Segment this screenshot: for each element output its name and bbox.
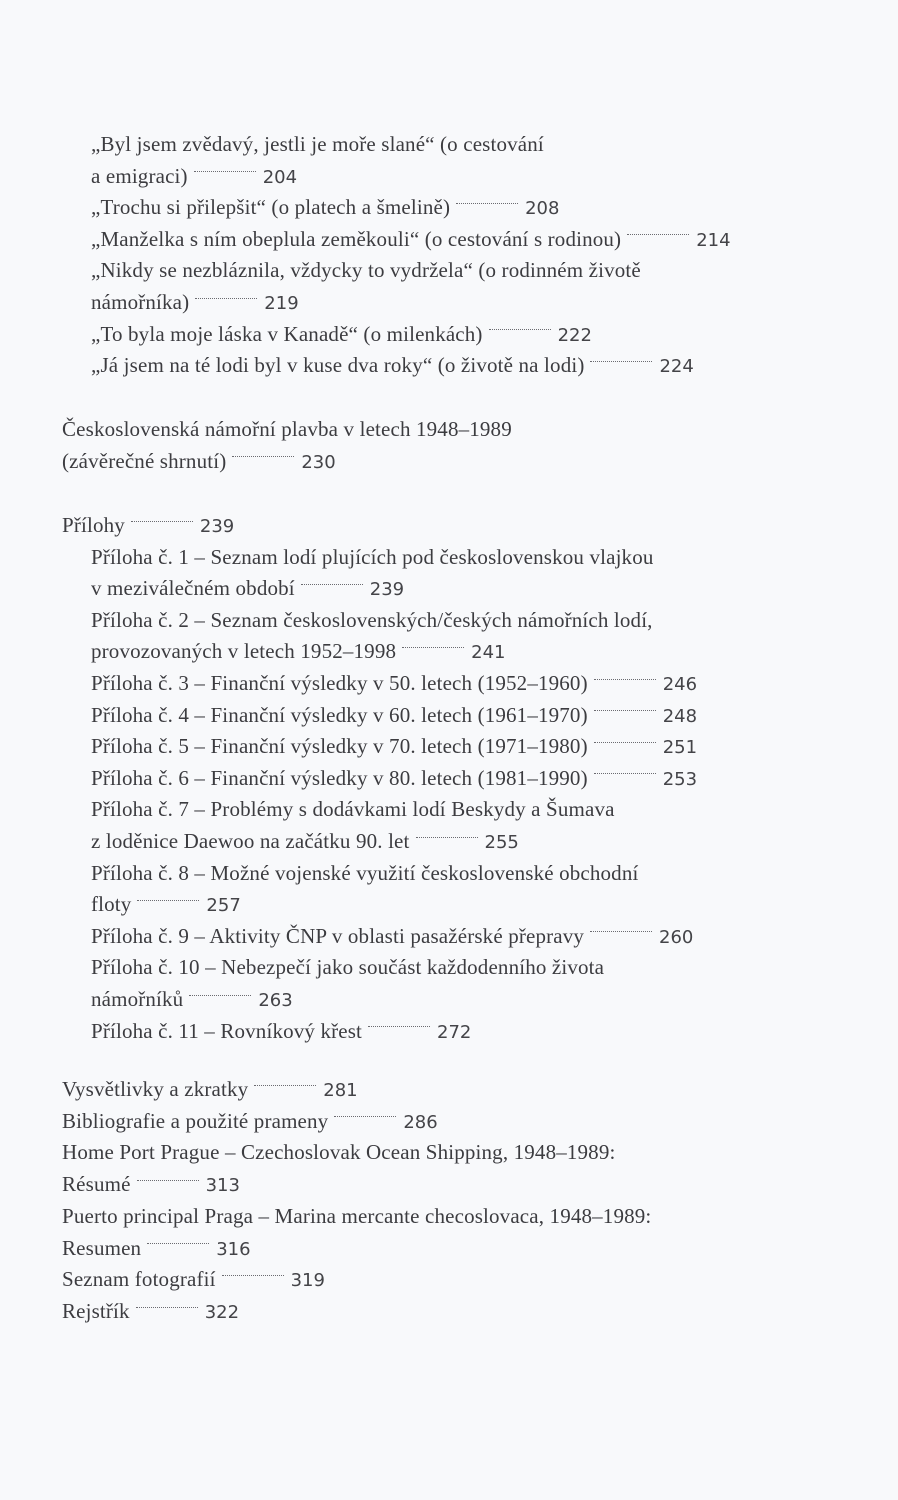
toc-entry-title: námořníka) xyxy=(91,290,190,314)
toc-entry-title: Resumen xyxy=(62,1235,142,1260)
toc-entry xyxy=(91,764,697,794)
toc-entry xyxy=(91,859,638,887)
toc-entry xyxy=(91,162,297,192)
toc-entry xyxy=(91,225,731,255)
toc-leader-dots xyxy=(195,298,257,299)
toc-leader-dots xyxy=(137,1180,199,1181)
toc-page-number: 263 xyxy=(258,990,293,1011)
toc-page-number: 316 xyxy=(216,1238,251,1260)
toc-page-number: 281 xyxy=(323,1080,358,1101)
toc-entry xyxy=(91,985,293,1015)
toc-entry xyxy=(91,288,299,318)
toc-leader-dots xyxy=(590,931,652,932)
toc-page-number: 251 xyxy=(662,737,698,759)
toc-leader-dots xyxy=(489,329,551,330)
toc-entry xyxy=(91,669,697,699)
toc-entry xyxy=(91,922,693,952)
toc-leader-dots xyxy=(137,900,199,901)
toc-page-number: 286 xyxy=(403,1111,438,1133)
toc-entry xyxy=(91,732,697,762)
toc-entry-title: Příloha č. 2 – Seznam československých/českých námořních lodí, xyxy=(91,607,653,632)
toc-leader-dots xyxy=(254,1085,316,1086)
toc-page-number: 241 xyxy=(471,642,506,664)
toc-leader-dots xyxy=(402,647,464,648)
toc-entry xyxy=(62,1075,358,1105)
toc-entry-title: „Já jsem na té lodi byl v kuse dva roky“ (o životě na lodi) xyxy=(91,353,585,378)
toc-leader-dots xyxy=(222,1275,284,1276)
toc-entry xyxy=(62,1297,239,1327)
toc-entry-title: Příloha č. 10 – Nebezpečí jako součást každodenního života xyxy=(91,955,605,980)
toc-page-number: 204 xyxy=(262,166,298,188)
toc-entry-title: provozovaných v letech 1952–1998 xyxy=(91,639,397,664)
toc-entry-title: „Byl jsem zvědavý, jestli je moře slané“ (o cestování xyxy=(91,132,544,156)
toc-entry-title: (závěrečné shrnutí) xyxy=(62,448,227,473)
toc-entry xyxy=(91,1017,471,1047)
toc-leader-dots xyxy=(590,361,652,362)
toc-page-number: 248 xyxy=(662,705,698,727)
toc-entry-title: Příloha č. 6 – Finanční výsledky v 80. letech (1981–1990) xyxy=(91,765,588,790)
toc-page-number: 239 xyxy=(199,516,235,537)
toc-entry-title: Příloha č. 5 – Finanční výsledky v 70. letech (1971–1980) xyxy=(91,734,588,759)
toc-entry-title: Bibliografie a použité prameny xyxy=(62,1108,329,1133)
toc-entry-title: Příloha č. 1 – Seznam lodí plujících pod československou vlajkou xyxy=(91,544,654,569)
toc-entry-title: Seznam fotografií xyxy=(62,1267,216,1292)
toc-page-number: 260 xyxy=(659,926,694,948)
toc-entry-title: Příloha č. 11 – Rovníkový křest xyxy=(91,1018,363,1043)
toc-leader-dots xyxy=(136,1307,198,1308)
toc-entry xyxy=(91,637,506,667)
toc-entry-title: Vysvětlivky a zkratky xyxy=(62,1077,249,1101)
toc-entry xyxy=(62,1265,325,1295)
toc-leader-dots xyxy=(594,742,656,743)
toc-entry-title: „To byla moje láska v Kanadě“ (o milenkách) xyxy=(91,321,483,346)
toc-entry xyxy=(91,574,404,604)
toc-leader-dots xyxy=(594,773,656,774)
toc-page-number: 322 xyxy=(204,1301,240,1323)
toc-entry-title: Příloha č. 3 – Finanční výsledky v 50. letech (1952–1960) xyxy=(91,671,588,695)
toc-entry xyxy=(91,256,641,284)
toc-entry-title: Příloha č. 7 – Problémy s dodávkami lodí Beskydy a Šumava xyxy=(91,797,615,822)
toc-entry-title: „Trochu si přilepšit“ (o platech a šmelině) xyxy=(91,195,451,220)
toc-entry-title: námořníků xyxy=(91,987,184,1011)
toc-entry xyxy=(62,1202,651,1230)
toc-entry xyxy=(62,415,512,443)
toc-entry-title: „Manželka s ním obeplula zeměkouli“ (o cestování s rodinou) xyxy=(91,226,622,251)
toc-entry xyxy=(91,827,519,857)
toc-entry-title: a emigraci) xyxy=(91,163,188,188)
toc-entry-title: v meziválečném období xyxy=(91,576,295,601)
toc-entry xyxy=(62,1138,615,1166)
toc-leader-dots xyxy=(194,171,256,172)
toc-leader-dots xyxy=(594,679,656,680)
toc-leader-dots xyxy=(232,456,294,457)
toc-page-number: 222 xyxy=(557,324,592,346)
toc-leader-dots xyxy=(189,995,251,996)
toc-leader-dots xyxy=(627,234,689,235)
toc-entry xyxy=(91,351,694,381)
toc-page-number: 313 xyxy=(205,1175,240,1197)
toc-entry-title: Příloha č. 9 – Aktivity ČNP v oblasti pasažérské přepravy xyxy=(91,923,585,948)
toc-leader-dots xyxy=(594,710,656,711)
toc-entry-title: Résumé xyxy=(62,1172,131,1197)
toc-entry xyxy=(91,701,697,731)
toc-leader-dots xyxy=(147,1243,209,1244)
toc-entry xyxy=(91,320,592,350)
toc-entry-title: Příloha č. 4 – Finanční výsledky v 60. letech (1961–1970) xyxy=(91,702,588,727)
toc-entry-title: „Nikdy se nezbláznila, vždycky to vydržela“ (o rodinném životě xyxy=(91,258,641,283)
toc-leader-dots xyxy=(456,203,518,204)
toc-leader-dots xyxy=(131,521,193,522)
toc-page-number: 208 xyxy=(525,198,560,220)
toc-entry xyxy=(62,511,234,541)
toc-entry xyxy=(62,1170,240,1200)
toc-page-number: 255 xyxy=(484,832,519,853)
toc-entry xyxy=(91,130,544,158)
toc-leader-dots xyxy=(301,584,363,585)
toc-leader-dots xyxy=(416,837,478,838)
toc-entry-title: floty xyxy=(91,892,132,917)
toc-page-number: 246 xyxy=(662,674,698,695)
toc-entry xyxy=(91,795,615,823)
toc-entry-title: Příloha č. 8 – Možné vojenské využití československé obchodní xyxy=(91,860,639,885)
toc-entry-title: Rejstřík xyxy=(62,1298,130,1323)
toc-page-number: 239 xyxy=(369,579,405,601)
toc-leader-dots xyxy=(368,1026,430,1027)
toc-entry-title: Puerto principal Praga – Marina mercante checoslovaca, 1948–1989: xyxy=(62,1203,652,1228)
toc-page-number: 224 xyxy=(659,356,694,378)
toc-page-number: 319 xyxy=(290,1270,325,1292)
toc-page-number: 230 xyxy=(301,451,336,473)
toc-entry xyxy=(91,890,241,920)
toc-page-number: 272 xyxy=(437,1021,472,1043)
toc-entry xyxy=(91,606,653,634)
toc-entry-title: Home Port Prague – Czechoslovak Ocean Shipping, 1948–1989: xyxy=(62,1140,616,1165)
toc-entry-title: Československá námořní plavba v letech 1948–1989 xyxy=(62,417,512,441)
toc-page-number: 253 xyxy=(662,768,698,790)
toc-entry xyxy=(91,193,559,223)
toc-leader-dots xyxy=(334,1116,396,1117)
toc-entry xyxy=(91,953,604,981)
toc-entry-title: z loděnice Daewoo na začátku 90. let xyxy=(91,829,410,853)
toc-entry xyxy=(62,447,336,477)
toc-entry xyxy=(62,1234,251,1264)
toc-page-number: 219 xyxy=(264,293,299,314)
toc-entry xyxy=(62,1107,438,1137)
toc-entry xyxy=(91,543,654,571)
toc-page-number: 214 xyxy=(696,229,731,251)
toc-entry-title: Přílohy xyxy=(62,513,125,537)
toc-page-number: 257 xyxy=(206,895,241,917)
